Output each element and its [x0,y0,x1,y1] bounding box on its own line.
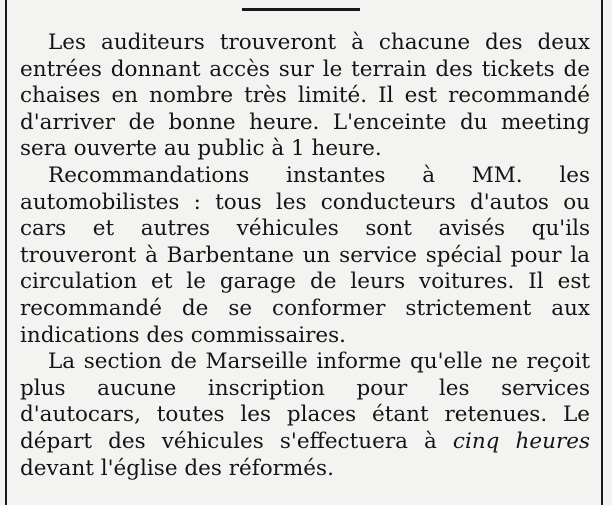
paragraph-marseille-text-before: La section de Marseille informe qu'elle ne reçoit plus aucune inscription pour les services d'autocars, toutes les places étant retenues. Le départ des véhicules s'effectuera à [20,349,590,454]
paragraph-tickets: Les auditeurs trouveront à chacune des deux entrées donnant accès sur le terrain des tickets de chaises en nombre très limité. Il est recommandé d'arriver de bonne heure. L'enceinte du meeting sera ouverte au public à 1 heure. [20,30,590,162]
paragraph-marseille [20,349,590,482]
paragraph-marseille-text-after: devant l'église des réformés. [20,455,334,481]
right-column-rule [601,0,603,505]
left-column-rule [5,0,7,505]
paragraph-marseille-emphasis: cinq heures [452,428,590,454]
article-body [20,30,590,482]
paragraph-automobilistes: Recommandations instantes à MM. les automobilistes : tous les conducteurs d'autos ou cars et autres véhicules sont avisés qu'ils trouveront à Barbentane un service spécial pour la circulation et le garage de leurs voitures. Il est recommandé de se conformer strictement aux indications des commissaires. [20,162,590,348]
section-separator-dash [242,8,360,11]
